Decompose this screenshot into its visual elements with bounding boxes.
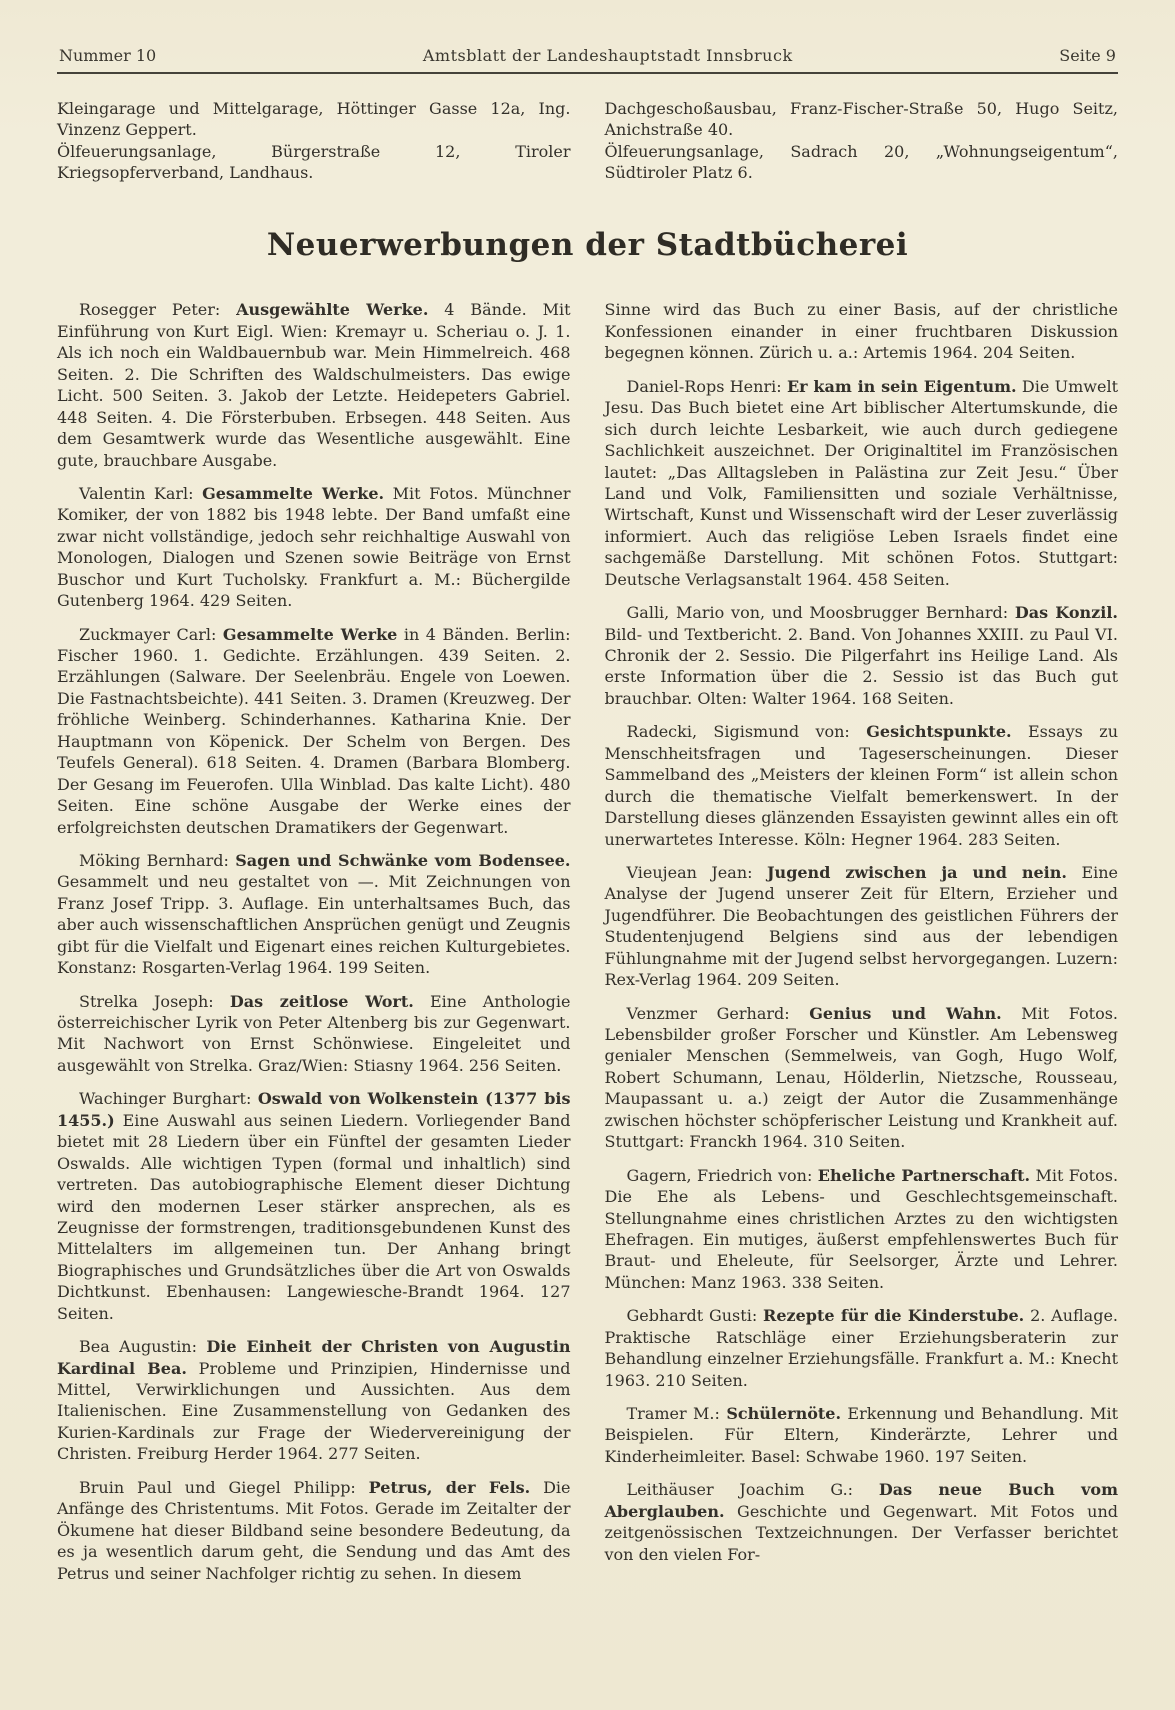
entry-body: Essays zu Menschheitsfragen und Tageserscheinungen. Dieser Sammelband des „Meisters der kleinen Form“ ist allein schon durch die thematische Vielfalt bemerkenswert. In der Darstellung dieses glänzenden Essayisten gewinnt alles ein oft unerwartetes Interesse. Köln: Hegner 1964. 283 Seiten. xyxy=(604,722,1119,849)
entry-title: Die Einheit der Christen von Augustin Kardinal Bea. xyxy=(57,1337,571,1378)
entry-body: in 4 Bänden. Berlin: Fischer 1960. 1. Gedichte. Erzählungen. 439 Seiten. 2. Erzählungen (Salware. Der Seelenbräu. Engele von Loewen. Die Fastnachtsbeichte). 441 Seiten. 3. Dramen (Kreuzweg. Der fröhliche Weinberg. Schinderhannes. Katharina Knie. Der Hauptmann von Köpenick. Der Schelm von Bergen. Des Teufels General). 618 Seiten. 4. Dramen (Barbara Blomberg. Der Gesang im Feuerofen. Ulla Winblad. Das kalte Licht). 480 Seiten. Eine schöne Ausgabe der Werke eines der erfolgreichsten deutschen Dramatikers der Gegenwart. xyxy=(57,624,571,837)
entry-body: Die Anfänge des Christentums. Mit Fotos. Gerade im Zeitalter der Ökumene hat dieser Bildband seine besondere Bedeutung, da es ja wesentlich darum geht, die Sendung und das Amt des Petrus und seiner Nachfolger richtig zu sehen. In diesem xyxy=(57,1477,571,1583)
entry-author: Wachinger Burghart: xyxy=(79,1089,252,1109)
entry-body: Eine Anthologie österreichischer Lyrik von Peter Altenberg bis zur Gegenwart. Mit Nachwort von Ernst Schönwiese. Eingeleitet und ausgewählt von Strelka. Graz/Wien: Stiasny 1964. 256 Seiten. xyxy=(57,991,571,1075)
page-header xyxy=(57,46,1118,72)
entry-body: Gesammelt und neu gestaltet von —. Mit Zeichnungen von Franz Josef Tripp. 3. Auflage. Ein unterhaltsames Buch, das aber auch wissenschaftlichen Ansprüchen genügt und Zeugnis gibt für die Vielfalt und Eigenart eines reichen Kulturgebietes. Konstanz: Rosgarten-Verlag 1964. 199 Seiten. xyxy=(57,872,571,978)
entry-title: Ausgewählte Werke. xyxy=(236,300,429,320)
book-entry xyxy=(605,1479,1119,1565)
book-entry xyxy=(57,1477,571,1584)
notices-left-column xyxy=(57,98,571,183)
entry-body: Probleme und Prinzipien, Hindernisse und Mittel, Verwirklichungen und Aussichten. Aus dem Italienischen. Eine Zusammenstellung von Gedanken des Kurien-Kardinals zur Frage der Wiedervereinigung der Christen. Freiburg Herder 1964. 277 Seiten. xyxy=(57,1358,571,1464)
entry-author: Daniel-Rops Henri: xyxy=(626,376,782,396)
notice: Ölfeuerungsanlage, Sadrach 20, „Wohnungseigentum“, Südtiroler Platz 6. xyxy=(604,142,1118,183)
entry-title: Rezepte für die Kinderstube. xyxy=(763,1306,1025,1326)
entry-author: Möking Bernhard: xyxy=(79,850,229,870)
notice: Kleingarage und Mittelgarage, Höttinger Gasse 12a, Ing. Vinzenz Geppert. xyxy=(57,99,571,140)
entry-title: Gesammelte Werke. xyxy=(202,483,385,503)
book-entry xyxy=(57,991,571,1077)
entry-author: Bruin Paul und Giegel Philipp: xyxy=(79,1477,356,1497)
book-entry xyxy=(57,1088,571,1324)
book-entry xyxy=(605,1165,1119,1294)
entry-body: 4 Bände. Mit Einführung von Kurt Eigl. Wien: Kremayr u. Scheriau o. J. 1. Als ich noch ein Waldbauernbub war. Mein Himmelreich. 468 Seiten. 2. Die Schriften des Waldschulmeisters. Das ewige Licht. 500 Seiten. 3. Jakob der Letzte. Heidepeters Gabriel. 448 Seiten. 4. Die Försterbuben. Erbsegen. 448 Seiten. Aus dem Gesamtwerk wurde das Wesentliche ausgewählt. Eine gute, brauchbare Ausgabe. xyxy=(57,300,571,470)
entry-title: Eheliche Partnerschaft. xyxy=(817,1165,1031,1185)
entry-author: Radecki, Sigismund von: xyxy=(626,722,850,742)
entry-body: Eine Analyse der Jugend unserer Zeit für Eltern, Erzieher und Jugendführer. Die Beobachtungen des geistlichen Führers der Studentenjugend Belgiens sind aus der lebendigen Fühlungnahme mit der Jugend selbst hervorgegangen. Luzern: Rex-Verlag 1964. 209 Seiten. xyxy=(604,862,1119,990)
entry-author: Gebhardt Gusti: xyxy=(626,1306,758,1326)
entry-body: Mit Fotos. Münchner Komiker, der von 1882 bis 1948 lebte. Der Band umfaßt eine zwar nicht vollständige, jedoch sehr reichhaltige Auswahl von Monologen, Dialogen und Szenen sowie Beiträge von Ernst Buschor und Kurt Tucholsky. Frankfurt a. M.: Büchergilde Gutenberg 1964. 429 Seiten. xyxy=(57,483,571,611)
entry-title: Oswald von Wolkenstein (1377 bis 1455.) xyxy=(57,1089,571,1130)
entry-body: Sinne wird das Buch zu einer Basis, auf der christliche Konfessionen einander in einer fruchtbaren Diskussion begegnen können. Zürich u. a.: Artemis 1964. 204 Seiten. xyxy=(604,300,1118,363)
book-entry xyxy=(605,602,1119,709)
entry-body: Erkennung und Behandlung. Mit Beispielen. Für Eltern, Kinderärzte, Lehrer und Kinderheimleiter. Basel: Schwabe 1960. 197 Seiten. xyxy=(604,1404,1119,1466)
header-rule xyxy=(57,72,1118,74)
book-entry xyxy=(57,1336,571,1465)
entry-body: Eine Auswahl aus seinen Liedern. Vorliegender Band bietet mit 28 Liedern über ein Fünftel der gesamten Lieder Oswalds. Alle wichtigen Typen (formal und inhaltlich) sind vertreten. Das autobiographische Element dieser Dichtung wird den modernen Leser stärker ansprechen, als es Zeugnisse der formstrengen, traditionsgebundenen Kunst des Mittelalters im allgemeinen tun. Der Anhang bringt Biographisches und Grundsätzliches über die Art von Oswalds Dichtkunst. Ebenhausen: Langewiesche-Brandt 1964. 127 Seiten. xyxy=(57,1110,571,1323)
entry-author: Galli, Mario von, und Moosbrugger Bernhard: xyxy=(626,603,1009,623)
right-column xyxy=(605,299,1119,1596)
masthead-title: Amtsblatt der Landeshauptstadt Innsbruck xyxy=(422,46,793,65)
entry-body: Mit Fotos. Die Ehe als Lebens- und Geschlechtsgemeinschaft. Stellungnahme eines christlichen Arztes zu den wichtigsten Ehefragen. Ein mutiges, äußerst empfehlenswertes Buch für Braut- und Eheleute, für Seelsorger, Ärzte und Lehrer. München: Manz 1963. 338 Seiten. xyxy=(604,1165,1119,1292)
entry-title: Das neue Buch vom Aberglauben. xyxy=(604,1480,1118,1521)
entry-title: Er kam in sein Eigentum. xyxy=(786,376,1017,396)
notices-right-column xyxy=(605,98,1119,183)
entry-author: Strelka Joseph: xyxy=(79,991,214,1011)
notice: Ölfeuerungsanlage, Bürgerstraße 12, Tiroler Kriegsopferverband, Landhaus. xyxy=(57,142,571,183)
entry-author: Rosegger Peter: xyxy=(79,300,221,320)
entry-title: Gesammelte Werke xyxy=(222,624,398,644)
book-entry-continuation xyxy=(605,299,1119,363)
entry-author: Tramer M.: xyxy=(626,1404,720,1423)
page-number: Seite 9 xyxy=(1059,46,1116,65)
entry-author: Venzmer Gerhard: xyxy=(626,1003,790,1023)
entry-author: Zuckmayer Carl: xyxy=(79,624,217,644)
entry-author: Vieujean Jean: xyxy=(626,862,753,882)
issue-number: Nummer 10 xyxy=(59,46,157,65)
entry-title: Petrus, der Fels. xyxy=(368,1477,531,1497)
entry-title: Sagen und Schwänke vom Bodensee. xyxy=(235,850,571,870)
left-column xyxy=(57,299,571,1596)
entry-title: Genius und Wahn. xyxy=(809,1003,1002,1023)
section-title: Neuerwerbungen der Stadtbücherei xyxy=(266,227,909,264)
entry-title: Das Konzil. xyxy=(1014,603,1118,623)
entry-title: Das zeitlose Wort. xyxy=(229,991,414,1011)
entry-title: Gesichtspunkte. xyxy=(866,722,1012,742)
book-entry xyxy=(57,299,571,471)
book-entry xyxy=(605,1003,1119,1153)
entry-author: Valentin Karl: xyxy=(79,483,194,503)
content-columns xyxy=(57,299,1118,1596)
book-entry xyxy=(57,624,571,838)
entry-body: Geschichte und Gegenwart. Mit Fotos und zeitgenössischen Textzeichnungen. Der Verfasser berichtet von den vielen For- xyxy=(604,1501,1118,1564)
entry-body: 2. Auflage. Praktische Ratschläge einer Erziehungsberaterin zur Behandlung einzelner Erziehungsfälle. Frankfurt a. M.: Knecht 1963. 210 Seiten. xyxy=(604,1306,1119,1390)
entry-title: Jugend zwischen ja und nein. xyxy=(766,862,1067,882)
book-entry xyxy=(605,862,1119,991)
notice: Dachgeschoßausbau, Franz-Fischer-Straße 50, Hugo Seitz, Anichstraße 40. xyxy=(604,99,1118,140)
entry-author: Bea Augustin: xyxy=(79,1337,198,1357)
book-entry xyxy=(57,483,571,612)
book-entry xyxy=(605,721,1119,850)
book-entry xyxy=(605,376,1119,590)
entry-body: Mit Fotos. Lebensbilder großer Forscher und Künstler. Am Lebensweg genialer Menschen (Semmelweis, van Gogh, Hugo Wolf, Robert Schumann, Lenau, Hölderlin, Nietzsche, Rousseau, Maupassant u. a.) zeigt der Autor die Zusammenhänge zwischen höchster schöpferischer Leistung und Krankheit auf. Stuttgart: Franckh 1964. 310 Seiten. xyxy=(604,1003,1118,1152)
book-entry xyxy=(57,850,571,979)
book-entry xyxy=(605,1305,1119,1391)
entry-author: Gagern, Friedrich von: xyxy=(626,1165,813,1185)
entry-body: Bild- und Textbericht. 2. Band. Von Johannes XXIII. zu Paul VI. Chronik der 2. Sessio. Die Pilgerfahrt ins Heilige Land. Als erste Information über die 2. Sessio ist das Buch gut brauchbar. Olten: Walter 1964. 168 Seiten. xyxy=(604,624,1118,708)
entry-author: Leithäuser Joachim G.: xyxy=(626,1480,854,1500)
book-entry xyxy=(605,1403,1119,1467)
entry-title: Schülernöte. xyxy=(726,1404,842,1423)
entry-body: Die Umwelt Jesu. Das Buch bietet eine Art biblischer Altertumskunde, die sich durch leichte Lesbarkeit, wie auch durch gediegene Sachlichkeit auszeichnet. Der Originaltitel im Französischen lautet: „Das Alltagsleben in Palästina zur Zeit Jesu.“ Über Land und Volk, Familiensitten und soziale Verhältnisse, Wirtschaft, Kunst und Wissenschaft wird der Leser zuverlässig informiert. Auch das religiöse Leben Israels findet eine sachgemäße Darstellung. Mit schönen Fotos. Stuttgart: Deutsche Verlagsanstalt 1964. 458 Seiten. xyxy=(604,376,1119,589)
notices-section xyxy=(57,98,1118,183)
